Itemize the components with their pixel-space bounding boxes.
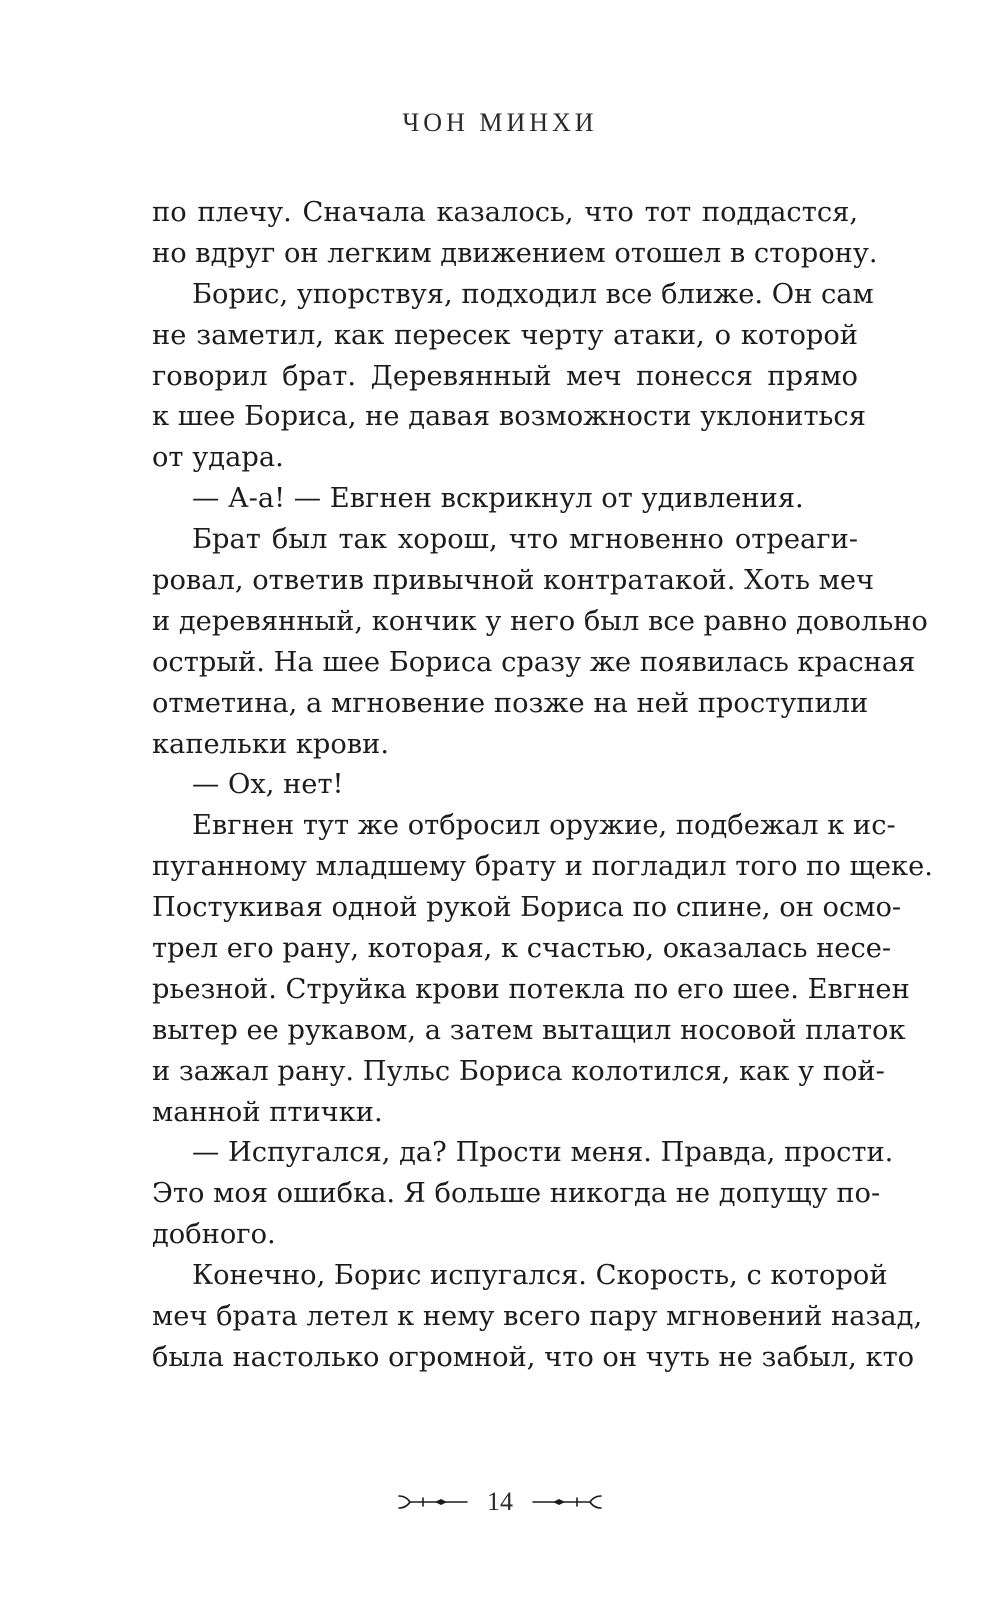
running-head: ЧОН МИНХИ <box>402 108 598 137</box>
text-line: острый. На шее Бориса сразу же появилась красная <box>152 646 916 678</box>
text-line: не заметил, как пересек черту атаки, о которой <box>152 319 858 351</box>
text-line: манной птички. <box>152 1096 383 1128</box>
text-line: к шее Бориса, не давая возможности уклониться <box>152 401 866 433</box>
text-line: по плечу. Сначала казалось, что тот поддастся, <box>152 197 858 228</box>
text-line: от удара. <box>152 442 284 474</box>
text-line: пуганному младшему брату и погладил того по щеке. <box>152 851 933 883</box>
text-line: вытер ее рукавом, а затем вытащил носовой платок <box>152 1014 906 1046</box>
text-line: Конечно, Борис испугался. Скорость, с которой <box>192 1260 888 1292</box>
text-line: и зажал рану. Пульс Бориса колотился, как у пой- <box>152 1055 885 1087</box>
page-number: 14 <box>487 1487 513 1516</box>
text-line: добного. <box>152 1219 276 1251</box>
page-footer <box>0 1482 1000 1522</box>
text-line: отметина, а мгновение позже на ней проступили <box>152 687 869 719</box>
text-line: меч брата летел к нему всего пару мгновений назад, <box>152 1301 923 1333</box>
text-line: ровал, ответив привычной контратакой. Хоть меч <box>152 565 875 597</box>
text-line: Брат был так хорош, что мгновенно отреаги- <box>192 524 858 556</box>
text-line: была настолько огромной, что он чуть не забыл, кто <box>152 1341 915 1373</box>
text-line: и деревянный, кончик у него был все равно довольно <box>152 605 928 637</box>
body-text <box>152 193 933 1379</box>
text-line: трел его рану, которая, к счастью, оказалась несе- <box>152 933 892 965</box>
text-line: — Ох, нет! <box>192 769 344 801</box>
text-line: но вдруг он легким движением отошел в сторону. <box>152 237 878 269</box>
text-line: говорил брат. Деревянный меч понесся прямо <box>152 360 858 392</box>
text-line: Постукивая одной рукой Бориса по спине, он осмо- <box>152 892 902 924</box>
flourish-right-icon <box>531 1490 603 1514</box>
text-line: капельки крови. <box>152 728 390 760</box>
text-line: Борис, упорствуя, подходил все ближе. Он сам <box>192 278 874 310</box>
text-line: — А-а! — Евгнен вскрикнул от удивления. <box>192 483 804 515</box>
text-line: рьезной. Струйка крови потекла по его шее. Евгнен <box>152 973 910 1005</box>
text-line: Это моя ошибка. Я больше никогда не допущу по- <box>152 1178 881 1210</box>
text-line: — Испугался, да? Прости меня. Правда, прости. <box>192 1137 894 1169</box>
text-line: Евгнен тут же отбросил оружие, подбежал к ис- <box>192 810 896 842</box>
